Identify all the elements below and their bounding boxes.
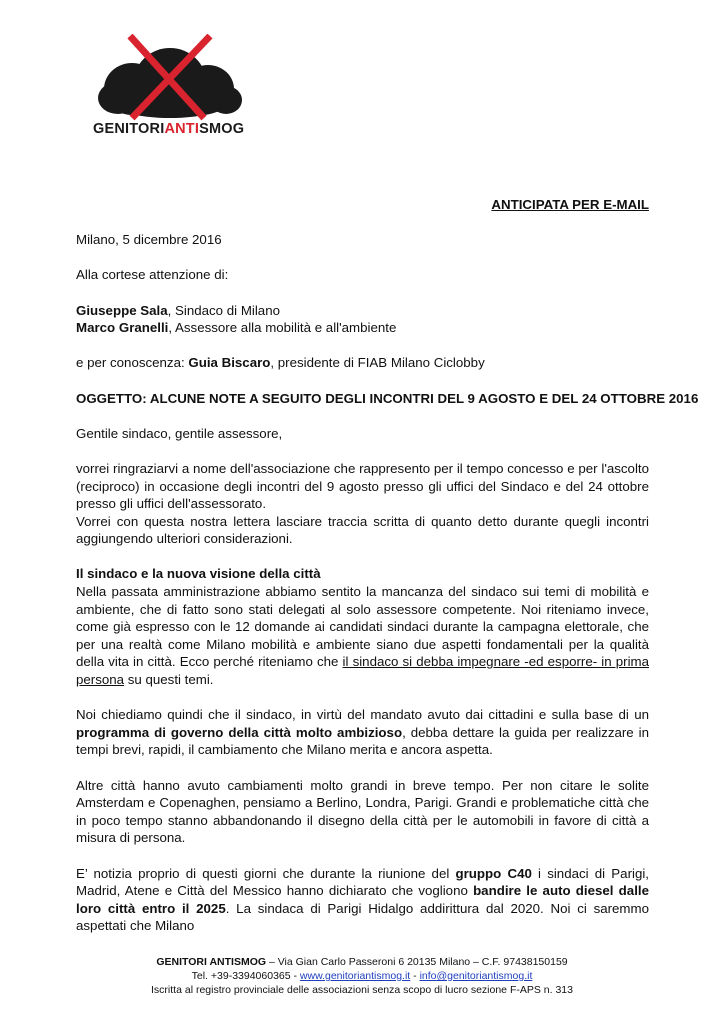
recipient-1-name: Giuseppe Sala (76, 302, 168, 318)
anticipata-notice: ANTICIPATA PER E-MAIL (491, 197, 649, 212)
recipient-1 (76, 302, 649, 320)
attention-line: Alla cortese attenzione di: (76, 267, 229, 283)
recipient-2-name: Marco Granelli (76, 320, 169, 336)
paragraph-6-bold-diesel: bandire le auto diesel dalle loro città entro il 2025 (76, 883, 649, 916)
letter-body (76, 196, 699, 935)
paragraph-6-middle: i sindaci di Parigi, Madrid, Atene e Città del Messico hanno dichiarato che vogliono (76, 865, 650, 899)
logo-text-smog: SMOG (199, 121, 245, 137)
logo-wordmark (93, 121, 244, 137)
cc-line (76, 354, 649, 372)
paragraph-2: Vorrei con questa nostra lettera lasciare traccia scritta di quanto detto durante quegli incontri aggiungendo ulteriori considerazioni. (76, 513, 649, 547)
paragraph-6-text: E’ notizia proprio di questi giorni che durante la riunione del (76, 865, 456, 881)
paragraph-6-bold-c40: gruppo C40 (455, 865, 532, 881)
section-title: Il sindaco e la nuova visione della città (76, 566, 321, 582)
salutation: Gentile sindaco, gentile assessore, (76, 425, 283, 441)
logo-text-genitori: GENITORI (93, 121, 165, 137)
paragraph-3 (76, 583, 649, 689)
paragraph-4-bold: programma di governo della città molto ambizioso (76, 724, 403, 740)
page-footer (0, 955, 724, 997)
paragraph-6-end: . La sindaca di Parigi Hidalgo addirittura dal 2020. Noi ci saremmo aspettati che Milano (76, 900, 649, 934)
footer-address: – Via Gian Carlo Passeroni 6 20135 Milano – C.F. 97438150159 (266, 956, 568, 968)
recipient-1-role: , Sindaco di Milano (167, 302, 280, 318)
footer-address-line (0, 955, 724, 969)
paragraph-4 (76, 706, 649, 759)
footer-org-name: GENITORI ANTISMOG (156, 956, 267, 968)
footer-contact-line (0, 969, 724, 983)
footer-separator: - (410, 970, 420, 982)
recipient-2-role: , Assessore alla mobilità e all'ambiente (168, 320, 397, 336)
paragraph-1: vorrei ringraziarvi a nome dell'associazione che rappresento per il tempo concesso e per l'ascolto (reciproco) in occasione degli incontri del 9 agosto presso gli uffici del Sindaco e del 24 ottobre presso gli uffici dell'assessorato. (76, 460, 649, 512)
footer-email-link[interactable]: info@genitoriantismog.it (419, 970, 533, 982)
subject-line: OGGETTO: ALCUNE NOTE A SEGUITO DEGLI INCONTRI DEL 9 AGOSTO E DEL 24 OTTOBRE 2016 (76, 390, 699, 406)
logo-text-anti: ANTI (164, 121, 200, 137)
cc-role: , presidente di FIAB Milano Ciclobby (270, 355, 485, 371)
footer-tel: Tel. +39-3394060365 - (191, 970, 300, 982)
paragraph-3-text: Nella passata amministrazione abbiamo sentito la mancanza del sindaco sui temi di mobilità e ambiente, che di fatto sono stati delegati al solo assessore competente. Noi riteniamo invece, come già espresso con le 12 domande ai candidati sindaci durante la campagna elettorale, che per una realtà come Milano mobilità e ambiente siano due aspetti fondamentali per la qualità della vita in città. Ecco perché riteniamo che (76, 584, 649, 670)
paragraph-3-end: su questi temi. (124, 672, 214, 688)
paragraph-4-end: , debba dettare la guida per realizzare in tempi brevi, rapidi, il cambiamento che Milano merita e ancora aspetta. (76, 724, 649, 758)
letter-date: Milano, 5 dicembre 2016 (76, 232, 222, 248)
paragraph-5: Altre città hanno avuto cambiamenti molto grandi in breve tempo. Per non citare le solite Amsterdam e Copenaghen, pensiamo a Berlino, Londra, Parigi. Grandi e problematiche città che in poco tempo stanno abbandonando il disegno della città per le automobili in favore di città a misura di persona. (76, 777, 649, 846)
paragraph-3-underlined: il sindaco si debba impegnare -ed esporre- in prima persona (76, 654, 649, 688)
recipient-2 (76, 319, 649, 337)
paragraph-4-text: Noi chiediamo quindi che il sindaco, in virtù del mandato avuto dai cittadini e sulla base di un (76, 707, 649, 723)
cc-name: Guia Biscaro (188, 355, 271, 371)
cc-prefix: e per conoscenza: (76, 355, 189, 371)
footer-registry-line: Iscritta al registro provinciale delle associazioni senza scopo di lucro sezione F-APS n. 313 (151, 984, 573, 996)
paragraph-6 (76, 865, 649, 935)
footer-website-link[interactable]: www.genitoriantismog.it (299, 970, 411, 982)
